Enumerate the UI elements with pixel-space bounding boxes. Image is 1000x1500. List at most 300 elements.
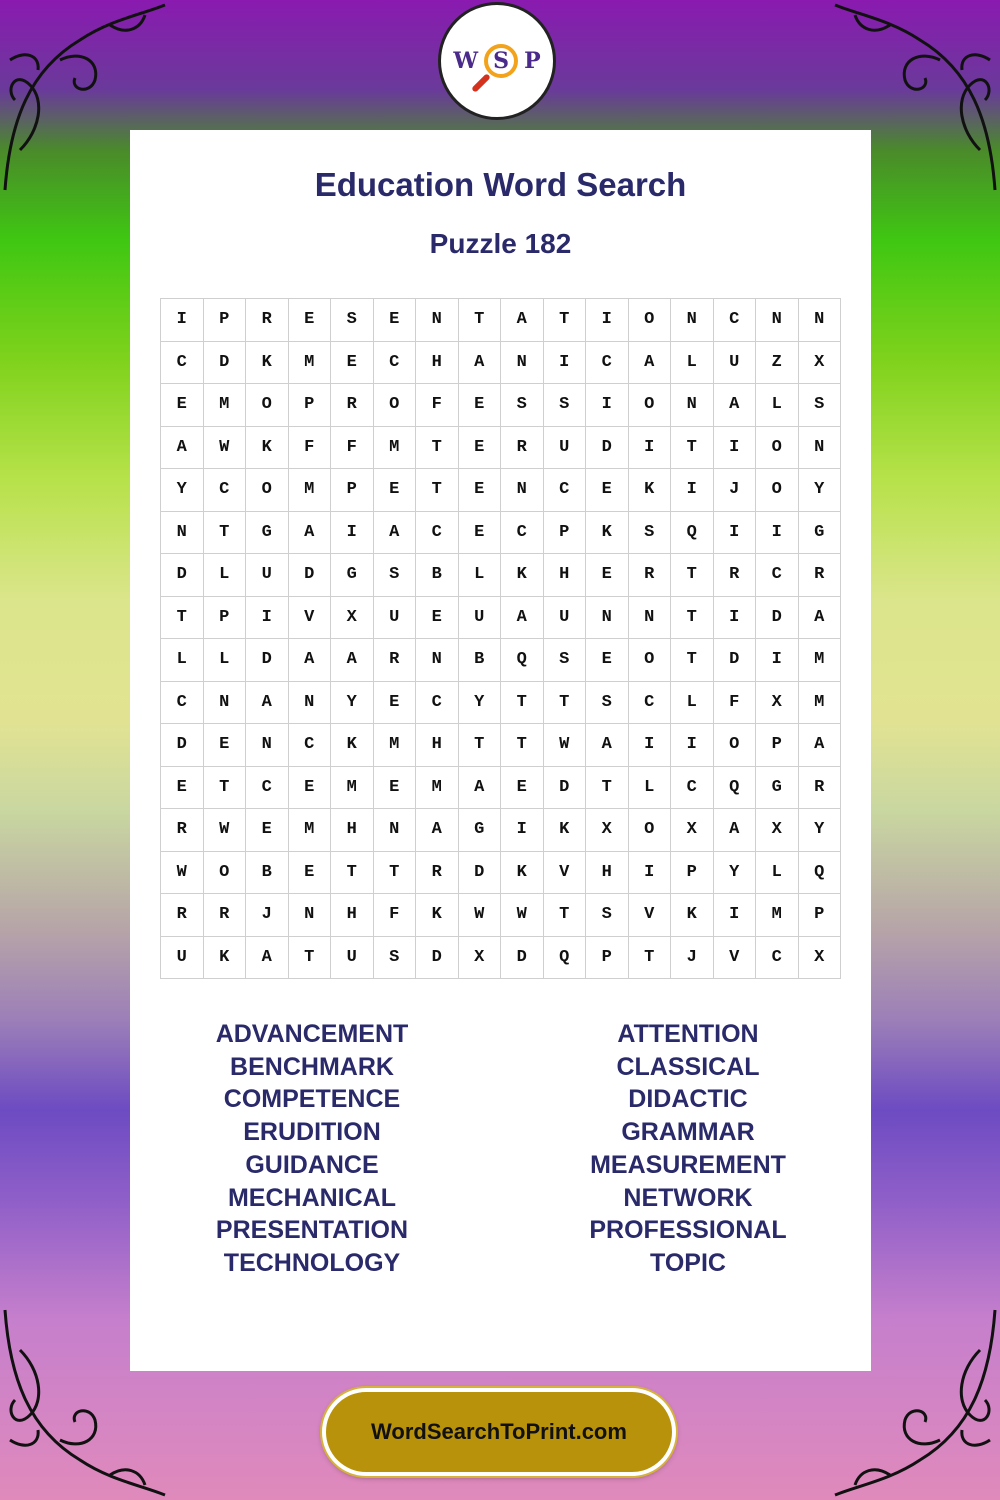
grid-cell[interactable]: L bbox=[756, 384, 799, 427]
grid-cell[interactable]: X bbox=[671, 809, 714, 852]
grid-row bbox=[161, 724, 841, 767]
grid-cell[interactable]: H bbox=[586, 851, 629, 894]
grid-cell[interactable]: C bbox=[246, 766, 289, 809]
grid-cell[interactable]: W bbox=[203, 426, 246, 469]
wsp-logo bbox=[438, 2, 556, 120]
grid-cell[interactable]: N bbox=[586, 596, 629, 639]
grid-cell[interactable]: P bbox=[288, 384, 331, 427]
grid-cell[interactable]: U bbox=[331, 936, 374, 979]
grid-cell[interactable]: E bbox=[288, 766, 331, 809]
grid-cell[interactable]: E bbox=[288, 299, 331, 342]
grid-cell[interactable]: B bbox=[458, 639, 501, 682]
grid-cell[interactable]: T bbox=[416, 426, 459, 469]
grid-cell[interactable]: F bbox=[288, 426, 331, 469]
grid-cell[interactable]: S bbox=[543, 384, 586, 427]
grid-cell[interactable]: X bbox=[798, 341, 841, 384]
puzzle-sheet bbox=[130, 130, 871, 1371]
grid-cell[interactable]: V bbox=[288, 596, 331, 639]
grid-cell[interactable]: C bbox=[416, 511, 459, 554]
grid-cell[interactable]: R bbox=[628, 554, 671, 597]
grid-cell[interactable]: R bbox=[331, 384, 374, 427]
grid-row bbox=[161, 809, 841, 852]
grid-cell[interactable]: C bbox=[161, 341, 204, 384]
grid-cell[interactable]: C bbox=[501, 511, 544, 554]
grid-cell[interactable]: Q bbox=[543, 936, 586, 979]
grid-cell[interactable]: N bbox=[203, 681, 246, 724]
grid-cell[interactable]: F bbox=[373, 894, 416, 937]
grid-cell[interactable]: D bbox=[713, 639, 756, 682]
grid-cell[interactable]: G bbox=[458, 809, 501, 852]
grid-cell[interactable]: Y bbox=[798, 469, 841, 512]
grid-cell[interactable]: C bbox=[628, 681, 671, 724]
grid-cell[interactable]: R bbox=[203, 894, 246, 937]
grid-cell[interactable]: W bbox=[458, 894, 501, 937]
grid-cell[interactable]: Y bbox=[798, 809, 841, 852]
word-item: ERUDITION bbox=[243, 1118, 381, 1147]
grid-cell[interactable]: I bbox=[501, 809, 544, 852]
grid-cell[interactable]: P bbox=[331, 469, 374, 512]
grid-cell[interactable]: R bbox=[416, 851, 459, 894]
grid-cell[interactable]: U bbox=[246, 554, 289, 597]
grid-cell[interactable]: E bbox=[161, 766, 204, 809]
grid-cell[interactable]: O bbox=[203, 851, 246, 894]
word-item: GUIDANCE bbox=[245, 1150, 379, 1179]
word-item: ATTENTION bbox=[617, 1020, 759, 1048]
grid-cell[interactable]: D bbox=[458, 851, 501, 894]
grid-cell[interactable]: J bbox=[246, 894, 289, 937]
grid-cell[interactable]: R bbox=[501, 426, 544, 469]
grid-cell[interactable]: U bbox=[543, 426, 586, 469]
grid-row bbox=[161, 766, 841, 809]
grid-cell[interactable]: N bbox=[671, 384, 714, 427]
grid-cell[interactable]: A bbox=[798, 596, 841, 639]
grid-cell[interactable]: T bbox=[416, 469, 459, 512]
grid-row bbox=[161, 384, 841, 427]
grid-cell[interactable]: E bbox=[586, 554, 629, 597]
grid-cell[interactable]: K bbox=[331, 724, 374, 767]
grid-cell[interactable]: P bbox=[671, 851, 714, 894]
grid-cell[interactable]: C bbox=[373, 341, 416, 384]
grid-cell[interactable]: W bbox=[543, 724, 586, 767]
grid-cell[interactable]: M bbox=[416, 766, 459, 809]
grid-cell[interactable]: R bbox=[798, 766, 841, 809]
grid-cell[interactable]: T bbox=[543, 681, 586, 724]
grid-row bbox=[161, 681, 841, 724]
grid-cell[interactable]: T bbox=[203, 766, 246, 809]
grid-cell[interactable]: S bbox=[628, 511, 671, 554]
letter-grid bbox=[160, 298, 841, 979]
grid-cell[interactable]: O bbox=[628, 299, 671, 342]
grid-cell[interactable]: A bbox=[713, 809, 756, 852]
grid-cell[interactable]: K bbox=[246, 341, 289, 384]
grid-cell[interactable]: K bbox=[416, 894, 459, 937]
grid-cell[interactable]: Q bbox=[501, 639, 544, 682]
grid-cell[interactable]: L bbox=[671, 341, 714, 384]
grid-cell[interactable]: L bbox=[203, 639, 246, 682]
grid-cell[interactable]: N bbox=[288, 681, 331, 724]
grid-cell[interactable]: S bbox=[586, 894, 629, 937]
grid-cell[interactable]: I bbox=[713, 596, 756, 639]
grid-cell[interactable]: A bbox=[246, 936, 289, 979]
grid-cell[interactable]: M bbox=[288, 809, 331, 852]
grid-cell[interactable]: N bbox=[501, 469, 544, 512]
word-item: TECHNOLOGY bbox=[223, 1248, 401, 1277]
grid-row bbox=[161, 596, 841, 639]
grid-cell[interactable]: T bbox=[458, 724, 501, 767]
grid-cell[interactable]: S bbox=[543, 639, 586, 682]
grid-cell[interactable]: J bbox=[671, 936, 714, 979]
grid-cell[interactable]: U bbox=[161, 936, 204, 979]
grid-cell[interactable]: R bbox=[798, 554, 841, 597]
grid-cell[interactable]: P bbox=[586, 936, 629, 979]
grid-cell[interactable]: L bbox=[203, 554, 246, 597]
grid-cell[interactable]: M bbox=[288, 341, 331, 384]
grid-cell[interactable]: M bbox=[331, 766, 374, 809]
grid-cell[interactable]: N bbox=[671, 299, 714, 342]
grid-cell[interactable]: F bbox=[331, 426, 374, 469]
grid-cell[interactable]: M bbox=[798, 681, 841, 724]
grid-cell[interactable]: T bbox=[543, 299, 586, 342]
grid-cell[interactable]: R bbox=[161, 894, 204, 937]
grid-cell[interactable]: E bbox=[373, 299, 416, 342]
grid-cell[interactable]: E bbox=[373, 681, 416, 724]
grid-cell[interactable]: E bbox=[586, 469, 629, 512]
grid-cell[interactable]: T bbox=[671, 639, 714, 682]
grid-cell[interactable]: G bbox=[798, 511, 841, 554]
grid-cell[interactable]: P bbox=[798, 894, 841, 937]
grid-cell[interactable]: G bbox=[246, 511, 289, 554]
grid-cell[interactable]: I bbox=[331, 511, 374, 554]
grid-cell[interactable]: A bbox=[458, 341, 501, 384]
page-title: Education Word Search bbox=[314, 166, 687, 203]
grid-cell[interactable]: R bbox=[373, 639, 416, 682]
grid-cell[interactable]: Q bbox=[798, 851, 841, 894]
grid-cell[interactable]: X bbox=[458, 936, 501, 979]
grid-cell[interactable]: J bbox=[713, 469, 756, 512]
grid-cell[interactable]: E bbox=[458, 511, 501, 554]
grid-cell[interactable]: M bbox=[373, 724, 416, 767]
grid-cell[interactable]: E bbox=[586, 639, 629, 682]
grid-cell[interactable]: T bbox=[543, 894, 586, 937]
grid-cell[interactable]: N bbox=[798, 426, 841, 469]
grid-cell[interactable]: C bbox=[586, 341, 629, 384]
grid-row bbox=[161, 426, 841, 469]
grid-cell[interactable]: E bbox=[458, 384, 501, 427]
word-item: MEASUREMENT bbox=[590, 1150, 786, 1179]
grid-cell[interactable]: N bbox=[501, 341, 544, 384]
grid-cell[interactable]: C bbox=[756, 936, 799, 979]
grid-cell[interactable]: O bbox=[713, 724, 756, 767]
grid-row bbox=[161, 894, 841, 937]
grid-cell[interactable]: X bbox=[586, 809, 629, 852]
grid-cell[interactable]: E bbox=[501, 766, 544, 809]
grid-cell[interactable]: X bbox=[756, 809, 799, 852]
grid-cell[interactable]: S bbox=[373, 936, 416, 979]
grid-row bbox=[161, 554, 841, 597]
grid-cell[interactable]: U bbox=[713, 341, 756, 384]
grid-cell[interactable]: G bbox=[331, 554, 374, 597]
grid-cell[interactable]: V bbox=[713, 936, 756, 979]
grid-cell[interactable]: C bbox=[671, 766, 714, 809]
word-item: PRESENTATION bbox=[215, 1216, 409, 1245]
grid-cell[interactable]: T bbox=[331, 851, 374, 894]
grid-cell[interactable]: N bbox=[416, 299, 459, 342]
grid-cell[interactable]: W bbox=[203, 809, 246, 852]
grid-cell[interactable]: T bbox=[373, 851, 416, 894]
grid-cell[interactable]: A bbox=[586, 724, 629, 767]
word-item: BENCHMARK bbox=[230, 1052, 394, 1081]
grid-cell[interactable]: O bbox=[246, 384, 289, 427]
grid-cell[interactable]: W bbox=[501, 894, 544, 937]
logo-letter-s: S bbox=[493, 48, 510, 74]
grid-cell[interactable]: Y bbox=[713, 851, 756, 894]
grid-cell[interactable]: C bbox=[756, 554, 799, 597]
grid-row bbox=[161, 469, 841, 512]
grid-cell[interactable]: C bbox=[203, 469, 246, 512]
grid-cell[interactable]: L bbox=[756, 851, 799, 894]
grid-cell[interactable]: O bbox=[628, 639, 671, 682]
grid-cell[interactable]: A bbox=[416, 809, 459, 852]
grid-cell[interactable]: M bbox=[203, 384, 246, 427]
grid-cell[interactable]: C bbox=[543, 469, 586, 512]
grid-cell[interactable]: N bbox=[416, 639, 459, 682]
grid-cell[interactable]: N bbox=[373, 809, 416, 852]
grid-cell[interactable]: N bbox=[288, 894, 331, 937]
grid-cell[interactable]: A bbox=[246, 681, 289, 724]
grid-cell[interactable]: R bbox=[161, 809, 204, 852]
grid-cell[interactable]: I bbox=[161, 299, 204, 342]
grid-cell[interactable]: T bbox=[628, 936, 671, 979]
grid-cell[interactable]: M bbox=[756, 894, 799, 937]
word-list-right bbox=[538, 1018, 838, 1280]
grid-cell[interactable]: B bbox=[246, 851, 289, 894]
grid-cell[interactable]: T bbox=[203, 511, 246, 554]
grid-cell[interactable]: O bbox=[628, 384, 671, 427]
grid-cell[interactable]: M bbox=[373, 426, 416, 469]
grid-cell[interactable]: O bbox=[756, 469, 799, 512]
grid-cell[interactable]: M bbox=[798, 639, 841, 682]
grid-cell[interactable]: A bbox=[501, 299, 544, 342]
grid-cell[interactable]: I bbox=[756, 639, 799, 682]
grid-cell[interactable]: F bbox=[416, 384, 459, 427]
site-link-button[interactable]: WordSearchToPrint.com bbox=[322, 1388, 676, 1476]
grid-cell[interactable]: E bbox=[203, 724, 246, 767]
word-item: NETWORK bbox=[623, 1183, 753, 1212]
grid-cell[interactable]: A bbox=[331, 639, 374, 682]
grid-cell[interactable]: K bbox=[203, 936, 246, 979]
grid-cell[interactable]: D bbox=[246, 639, 289, 682]
grid-cell[interactable]: P bbox=[203, 299, 246, 342]
grid-cell[interactable]: R bbox=[246, 299, 289, 342]
grid-cell[interactable]: R bbox=[713, 554, 756, 597]
grid-cell[interactable]: T bbox=[161, 596, 204, 639]
grid-row bbox=[161, 639, 841, 682]
grid-cell[interactable]: H bbox=[416, 341, 459, 384]
grid-cell[interactable]: K bbox=[586, 511, 629, 554]
grid-cell[interactable]: C bbox=[288, 724, 331, 767]
grid-cell[interactable]: Z bbox=[756, 341, 799, 384]
grid-cell[interactable]: I bbox=[628, 724, 671, 767]
grid-cell[interactable]: H bbox=[331, 809, 374, 852]
grid-cell[interactable]: K bbox=[501, 554, 544, 597]
grid-cell[interactable]: Q bbox=[713, 766, 756, 809]
grid-cell[interactable]: N bbox=[246, 724, 289, 767]
word-item: DIDACTIC bbox=[628, 1085, 748, 1114]
grid-cell[interactable]: N bbox=[798, 299, 841, 342]
grid-cell[interactable]: D bbox=[586, 426, 629, 469]
grid-cell[interactable]: X bbox=[756, 681, 799, 724]
grid-cell[interactable]: I bbox=[671, 724, 714, 767]
grid-cell[interactable]: A bbox=[288, 639, 331, 682]
grid-cell[interactable]: X bbox=[798, 936, 841, 979]
grid-cell[interactable]: T bbox=[458, 299, 501, 342]
grid-cell[interactable]: K bbox=[246, 426, 289, 469]
grid-cell[interactable]: I bbox=[671, 469, 714, 512]
grid-cell[interactable]: P bbox=[543, 511, 586, 554]
grid-cell[interactable]: I bbox=[628, 851, 671, 894]
grid-cell[interactable]: H bbox=[416, 724, 459, 767]
grid-cell[interactable]: K bbox=[628, 469, 671, 512]
grid-cell[interactable]: T bbox=[671, 426, 714, 469]
grid-cell[interactable]: E bbox=[246, 809, 289, 852]
word-item: GRAMMAR bbox=[621, 1118, 755, 1147]
grid-cell[interactable]: I bbox=[713, 426, 756, 469]
grid-cell[interactable]: I bbox=[586, 384, 629, 427]
grid-cell[interactable]: I bbox=[713, 511, 756, 554]
grid-cell[interactable]: N bbox=[161, 511, 204, 554]
grid-cell[interactable]: A bbox=[628, 341, 671, 384]
grid-cell[interactable]: P bbox=[203, 596, 246, 639]
grid-row bbox=[161, 936, 841, 979]
grid-cell[interactable]: E bbox=[331, 341, 374, 384]
grid-row bbox=[161, 851, 841, 894]
grid-row bbox=[161, 299, 841, 342]
grid-cell[interactable]: I bbox=[586, 299, 629, 342]
grid-cell[interactable]: O bbox=[628, 809, 671, 852]
grid-cell[interactable]: Y bbox=[161, 469, 204, 512]
grid-cell[interactable]: S bbox=[586, 681, 629, 724]
grid-cell[interactable]: T bbox=[671, 554, 714, 597]
grid-cell[interactable]: E bbox=[373, 766, 416, 809]
grid-cell[interactable]: T bbox=[501, 724, 544, 767]
grid-cell[interactable]: A bbox=[288, 511, 331, 554]
grid-cell[interactable]: D bbox=[756, 596, 799, 639]
logo-letter-w: W bbox=[453, 48, 479, 74]
grid-cell[interactable]: S bbox=[501, 384, 544, 427]
grid-cell[interactable]: O bbox=[373, 384, 416, 427]
grid-cell[interactable]: M bbox=[288, 469, 331, 512]
grid-cell[interactable]: K bbox=[501, 851, 544, 894]
grid-row bbox=[161, 511, 841, 554]
grid-cell[interactable]: D bbox=[416, 936, 459, 979]
grid-cell[interactable]: D bbox=[501, 936, 544, 979]
word-item: PROFESSIONAL bbox=[589, 1216, 787, 1245]
grid-cell[interactable]: V bbox=[628, 894, 671, 937]
grid-cell[interactable]: B bbox=[416, 554, 459, 597]
grid-cell[interactable]: N bbox=[628, 596, 671, 639]
grid-cell[interactable]: A bbox=[458, 766, 501, 809]
grid-cell[interactable]: D bbox=[288, 554, 331, 597]
grid-cell[interactable]: X bbox=[331, 596, 374, 639]
logo-letter-p: P bbox=[524, 48, 541, 74]
word-item: TOPIC bbox=[650, 1248, 726, 1277]
grid-cell[interactable]: T bbox=[671, 596, 714, 639]
grid-cell[interactable]: T bbox=[501, 681, 544, 724]
grid-cell[interactable]: L bbox=[458, 554, 501, 597]
grid-cell[interactable]: S bbox=[331, 299, 374, 342]
grid-cell[interactable]: I bbox=[628, 426, 671, 469]
grid-cell[interactable]: K bbox=[543, 809, 586, 852]
grid-cell[interactable]: P bbox=[756, 724, 799, 767]
grid-cell[interactable]: C bbox=[713, 299, 756, 342]
word-item: MECHANICAL bbox=[227, 1183, 397, 1212]
grid-cell[interactable]: V bbox=[543, 851, 586, 894]
grid-cell[interactable]: T bbox=[586, 766, 629, 809]
grid-cell[interactable]: O bbox=[246, 469, 289, 512]
grid-cell[interactable]: D bbox=[203, 341, 246, 384]
grid-cell[interactable]: A bbox=[713, 384, 756, 427]
magnifier-icon bbox=[484, 44, 518, 78]
grid-cell[interactable]: U bbox=[458, 596, 501, 639]
grid-cell[interactable]: C bbox=[416, 681, 459, 724]
grid-cell[interactable]: Y bbox=[331, 681, 374, 724]
word-list-left bbox=[162, 1018, 462, 1280]
grid-cell[interactable]: A bbox=[798, 724, 841, 767]
word-item: CLASSICAL bbox=[616, 1052, 760, 1081]
grid-cell[interactable]: H bbox=[543, 554, 586, 597]
grid-cell[interactable]: W bbox=[161, 851, 204, 894]
grid-cell[interactable]: F bbox=[713, 681, 756, 724]
grid-cell[interactable]: S bbox=[798, 384, 841, 427]
grid-cell[interactable]: E bbox=[288, 851, 331, 894]
grid-cell[interactable]: D bbox=[161, 554, 204, 597]
grid-cell[interactable]: K bbox=[671, 894, 714, 937]
grid-cell[interactable]: E bbox=[161, 384, 204, 427]
word-item: ADVANCEMENT bbox=[215, 1020, 409, 1048]
grid-cell[interactable]: L bbox=[671, 681, 714, 724]
grid-cell[interactable]: A bbox=[161, 426, 204, 469]
puzzle-number: Puzzle 182 bbox=[429, 228, 572, 259]
grid-row bbox=[161, 341, 841, 384]
grid-cell[interactable]: U bbox=[373, 596, 416, 639]
word-item: COMPETENCE bbox=[223, 1085, 401, 1114]
grid-cell[interactable]: I bbox=[713, 894, 756, 937]
grid-cell[interactable]: O bbox=[756, 426, 799, 469]
grid-cell[interactable]: N bbox=[756, 299, 799, 342]
grid-cell[interactable]: H bbox=[331, 894, 374, 937]
grid-cell[interactable]: L bbox=[628, 766, 671, 809]
grid-cell[interactable]: Q bbox=[671, 511, 714, 554]
grid-cell[interactable]: E bbox=[458, 469, 501, 512]
grid-cell[interactable]: C bbox=[161, 681, 204, 724]
grid-cell[interactable]: S bbox=[373, 554, 416, 597]
grid-cell[interactable]: D bbox=[543, 766, 586, 809]
grid-cell[interactable]: G bbox=[756, 766, 799, 809]
grid-cell[interactable]: U bbox=[543, 596, 586, 639]
grid-cell[interactable]: I bbox=[246, 596, 289, 639]
grid-cell[interactable]: E bbox=[458, 426, 501, 469]
grid-cell[interactable]: E bbox=[416, 596, 459, 639]
grid-cell[interactable]: E bbox=[373, 469, 416, 512]
grid-cell[interactable]: A bbox=[373, 511, 416, 554]
grid-cell[interactable]: T bbox=[288, 936, 331, 979]
grid-cell[interactable]: I bbox=[756, 511, 799, 554]
grid-cell[interactable]: A bbox=[501, 596, 544, 639]
grid-cell[interactable]: D bbox=[161, 724, 204, 767]
grid-cell[interactable]: I bbox=[543, 341, 586, 384]
grid-cell[interactable]: Y bbox=[458, 681, 501, 724]
grid-cell[interactable]: L bbox=[161, 639, 204, 682]
